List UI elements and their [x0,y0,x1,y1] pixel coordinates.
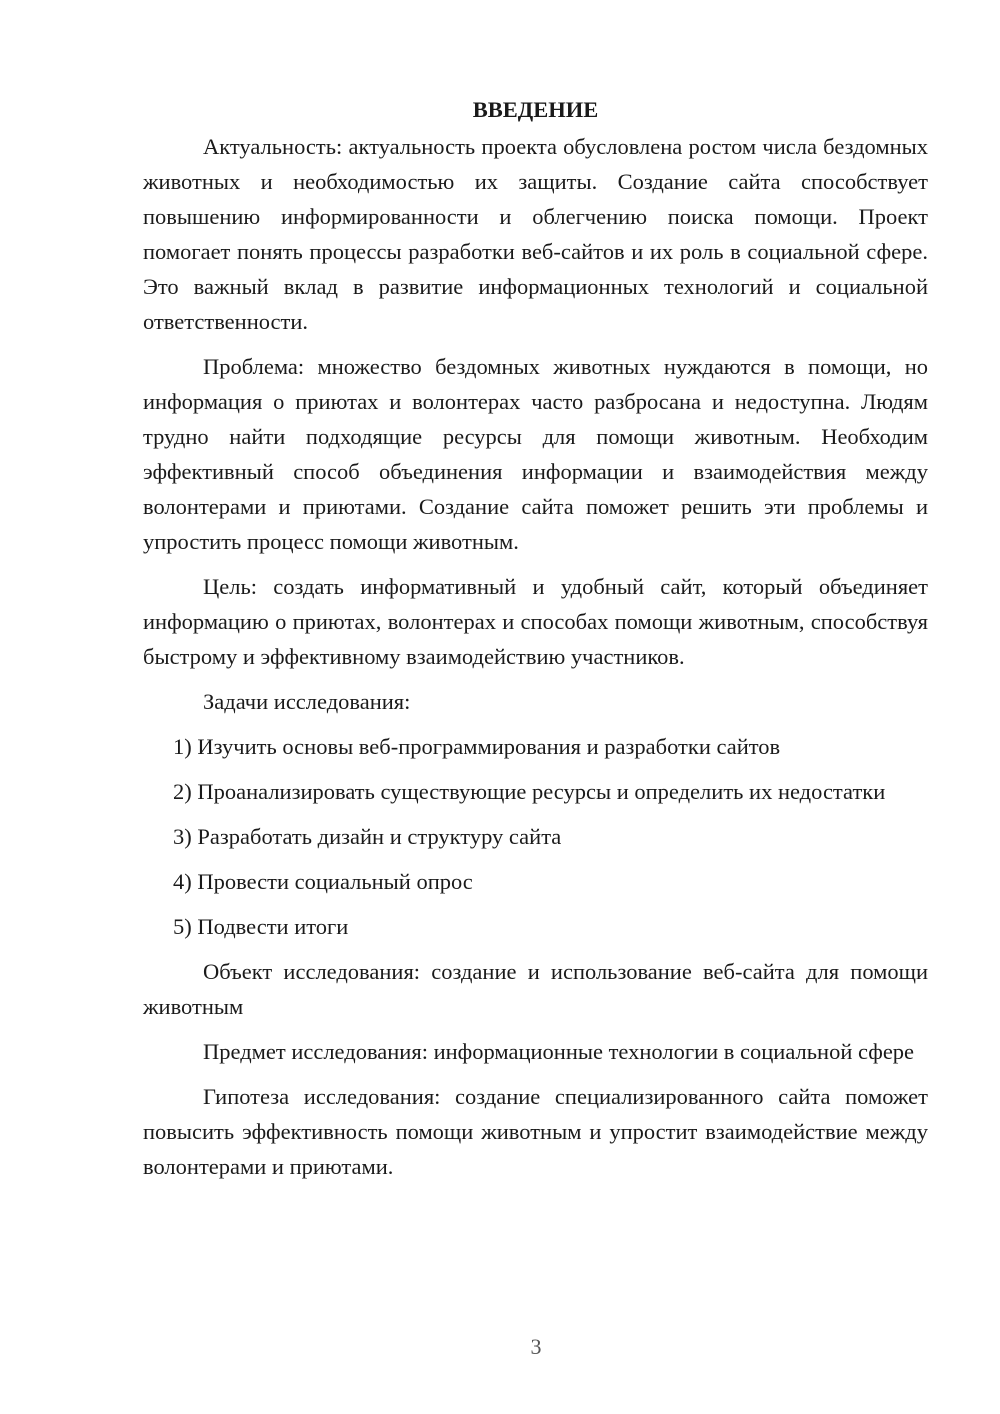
task-item: 3) Разработать дизайн и структуру сайта [173,824,562,849]
relevance-paragraph: Актуальность: актуальность проекта обусловлена ростом числа бездомных животных и необходимостью их защиты. Создание сайта способствует повышению информированности и облегчению поиска помощи. Проект помогает понять процессы разработки веб-сайтов и их роль в социальной сфере. Это важный вклад в развитие информационных технологий и социальной ответственности. [143,134,928,334]
task-item: 4) Провести социальный опрос [173,869,473,894]
tasks-list [143,729,928,944]
document-page [143,92,928,1194]
subject-paragraph: Предмет исследования: информационные технологии в социальной сфере [203,1039,915,1064]
task-item: 2) Проанализировать существующие ресурсы и определить их недостатки [173,779,886,804]
hypothesis-paragraph: Гипотеза исследования: создание специализированного сайта поможет повысить эффективность помощи животным и упростит взаимодействие между волонтерами и приютами. [143,1084,928,1179]
task-item: 1) Изучить основы веб-программирования и разработки сайтов [173,734,781,759]
problem-paragraph: Проблема: множество бездомных животных нуждаются в помощи, но информация о приютах и волонтерах часто разбросана и недоступна. Людям трудно найти подходящие ресурсы для помощи животным. Необходим эффективный способ объединения информации и взаимодействия между волонтерами и приютами. Создание сайта поможет решить эти проблемы и упростить процесс помощи животным. [143,354,928,554]
section-heading: ВВЕДЕНИЕ [472,97,599,122]
object-paragraph: Объект исследования: создание и использование веб-сайта для помощи животным [143,959,928,1019]
tasks-title: Задачи исследования: [203,689,411,714]
page-number: 3 [530,1334,542,1359]
goal-paragraph: Цель: создать информативный и удобный сайт, который объединяет информацию о приютах, волонтерах и способах помощи животным, способствуя быстрому и эффективному взаимодействию участников. [143,574,928,669]
task-item: 5) Подвести итоги [173,914,349,939]
